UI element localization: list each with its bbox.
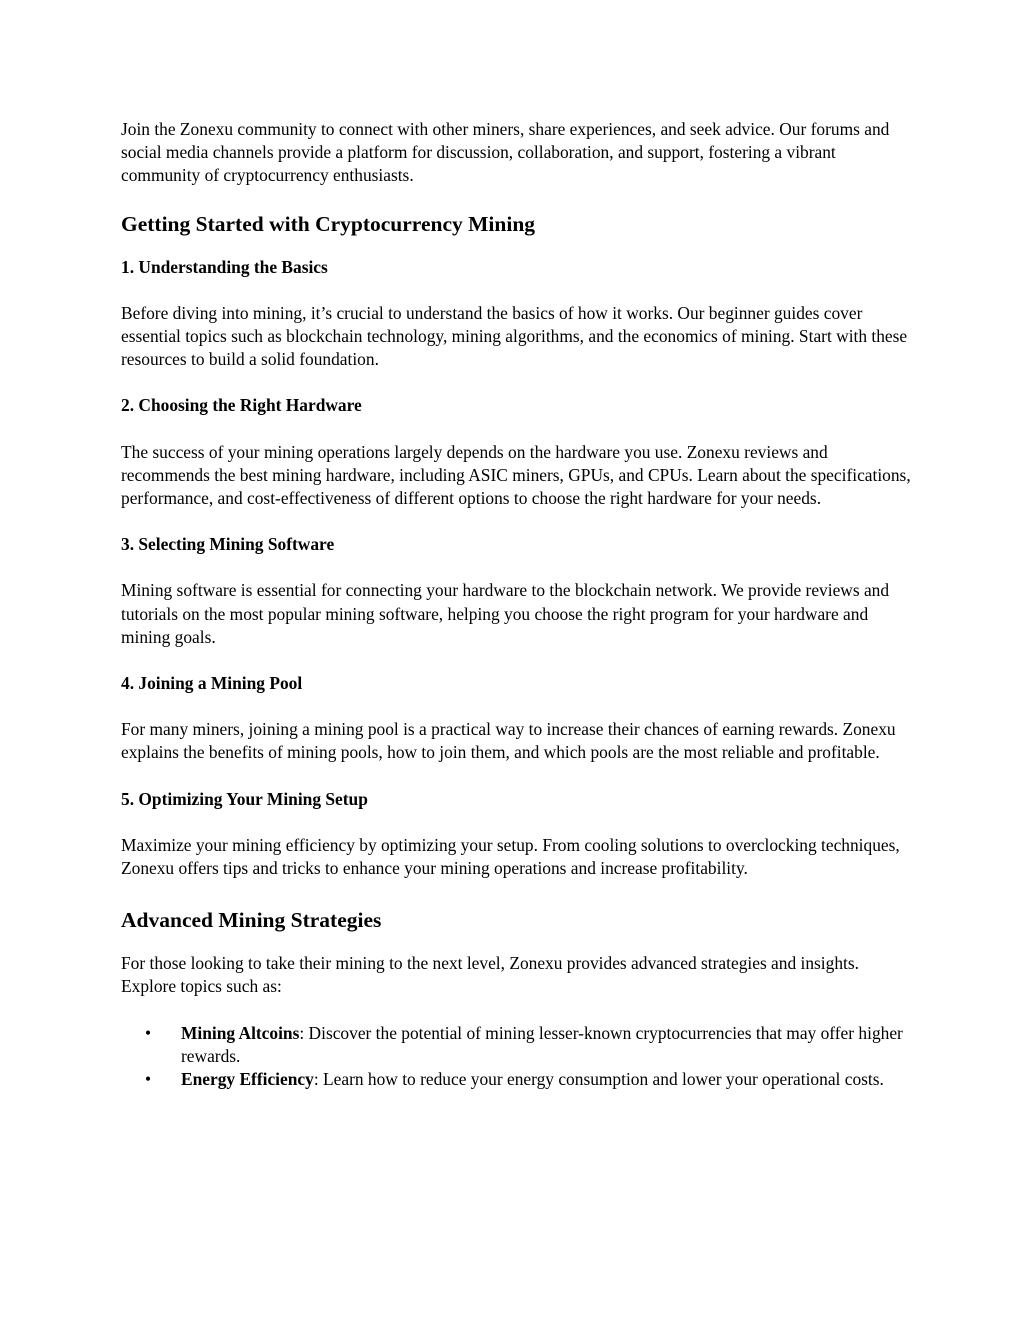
bullet-icon: •: [145, 1022, 152, 1043]
step-body-3: Mining software is essential for connecting your hardware to the blockchain network. We provide reviews and tutorials on the most popular mining software, helping you choose the right program for your hardware and mining goals.: [121, 580, 890, 647]
list-item-description: : Learn how to reduce your energy consumption and lower your operational costs.: [313, 1069, 884, 1090]
bullet-icon: •: [145, 1069, 152, 1090]
list-item: [121, 1022, 911, 1068]
list-item-description: : Discover the potential of mining lesser-known cryptocurrencies that may offer higher rewards.: [181, 1022, 903, 1066]
step-title-5: 5. Optimizing Your Mining Setup: [121, 788, 368, 809]
step-title-4: 4. Joining a Mining Pool: [121, 673, 303, 694]
document-page: [121, 118, 911, 1091]
step-title-3: 3. Selecting Mining Software: [121, 534, 335, 555]
list-item: [121, 1068, 911, 1091]
advanced-topics-list: [121, 1022, 911, 1092]
step-title-2: 2. Choosing the Right Hardware: [121, 395, 362, 416]
step-title-1: 1. Understanding the Basics: [121, 256, 328, 277]
section-heading-getting-started: Getting Started with Cryptocurrency Mining: [121, 211, 536, 236]
step-body-5: Maximize your mining efficiency by optimizing your setup. From cooling solutions to overclocking techniques, Zonexu offers tips and tricks to enhance your mining operations and increase profitability.: [121, 834, 900, 879]
list-item-term: Mining Altcoins: [181, 1022, 300, 1043]
intro-paragraph: Join the Zonexu community to connect with other miners, share experiences, and seek advice. Our forums and social media channels provide a platform for discussion, collaboration, and support, fostering a vibrant community of cryptocurrency enthusiasts.: [121, 119, 890, 186]
advanced-intro-paragraph: For those looking to take their mining to the next level, Zonexu provides advanced strategies and insights. Explore topics such as:: [121, 953, 859, 997]
step-body-4: For many miners, joining a mining pool is a practical way to increase their chances of earning rewards. Zonexu explains the benefits of mining pools, how to join them, and which pools are the most reliable and profitable.: [121, 719, 896, 763]
step-body-2: The success of your mining operations largely depends on the hardware you use. Zonexu reviews and recommends the best mining hardware, including ASIC miners, GPUs, and CPUs. Learn about the specifications, performance, and cost-effectiveness of different options to choose the right hardware for your needs.: [121, 441, 911, 509]
section-heading-advanced: Advanced Mining Strategies: [121, 908, 382, 933]
step-body-1: Before diving into mining, it’s crucial to understand the basics of how it works. Our beginner guides cover essential topics such as blockchain technology, mining algorithms, and the economics of mining. Start with these resources to build a solid foundation.: [121, 302, 908, 370]
list-item-term: Energy Efficiency: [181, 1069, 314, 1090]
